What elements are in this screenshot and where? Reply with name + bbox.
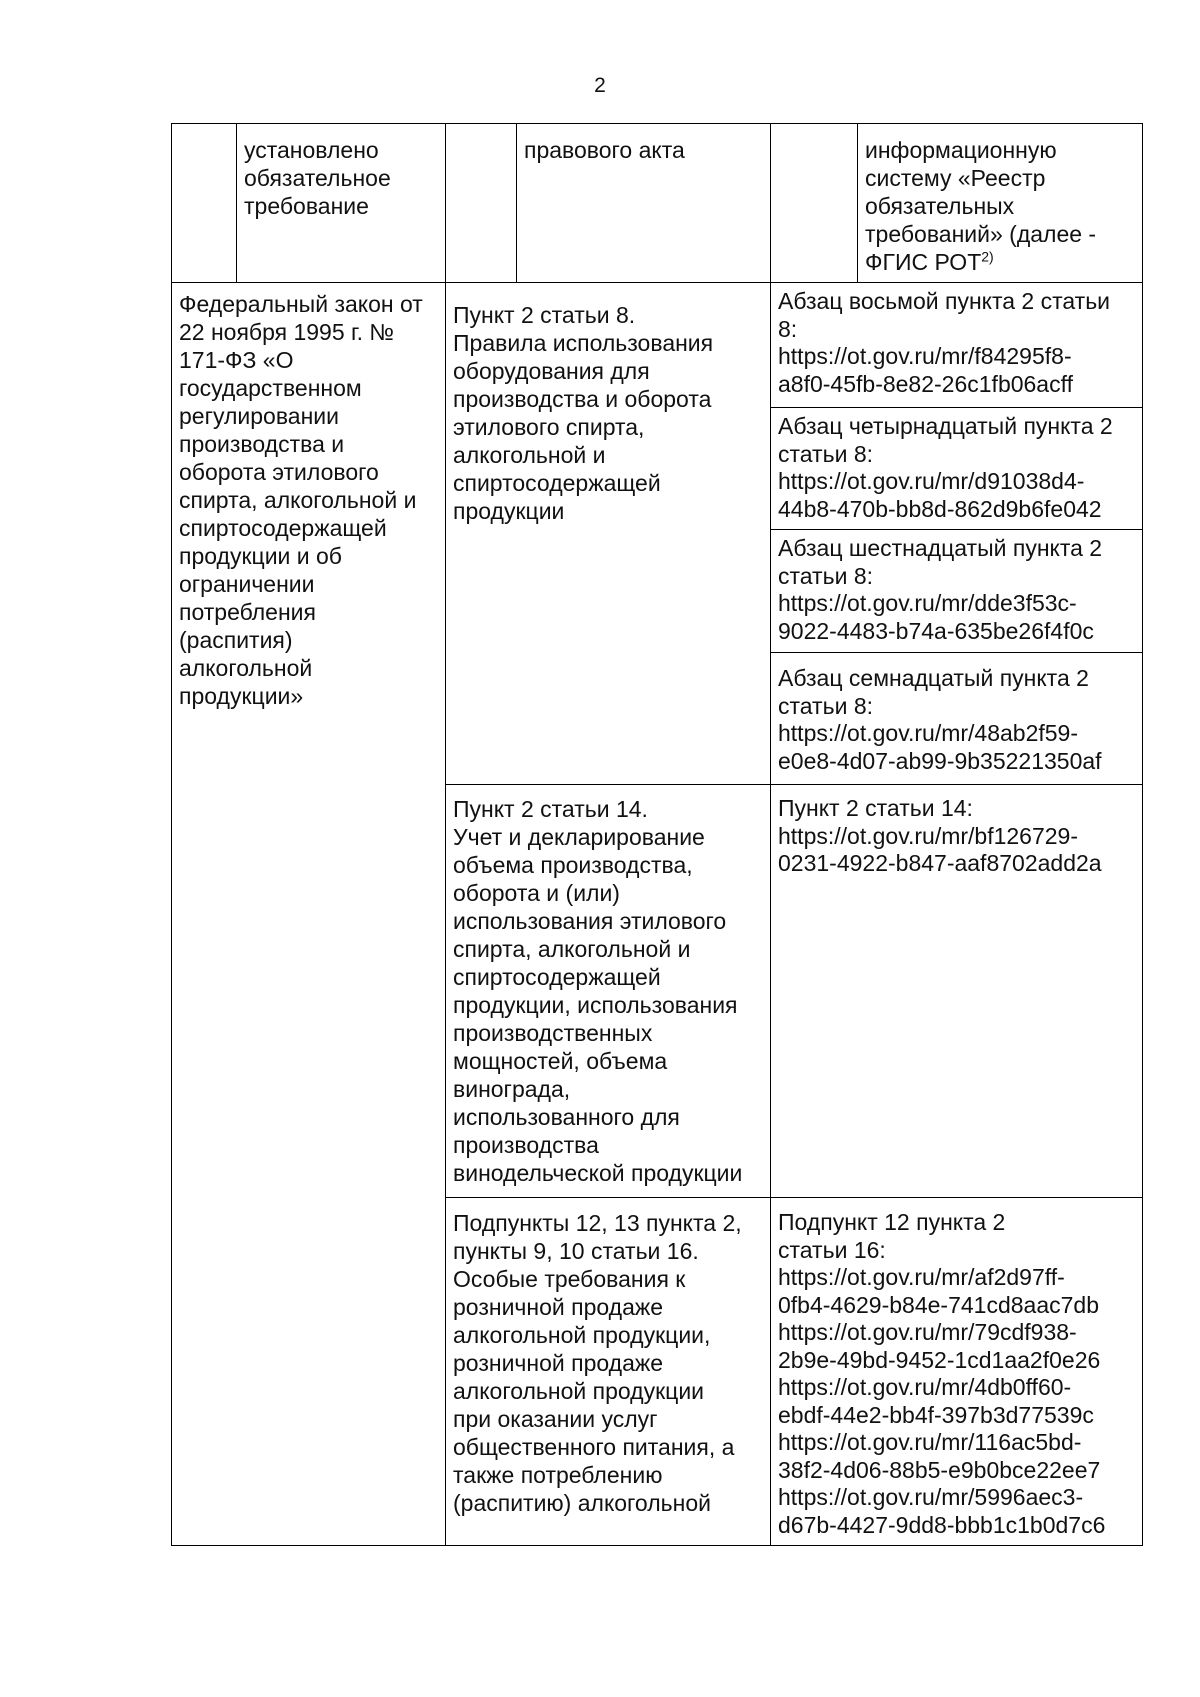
header-line: обязательное [244,165,391,191]
law-title-line: алкогольной [179,655,313,681]
law-title-line: Федеральный закон от [179,291,423,317]
registry-link-cell [771,530,1143,653]
provision-line: продукции [453,498,565,524]
registry-link-cell [771,653,1143,785]
registry-link[interactable]: https://ot.gov.ru/mr/5996aec3- [778,1484,1084,1510]
requirements-table [171,123,1143,1546]
registry-link[interactable]: 38f2-4d06-88b5-e9b0bce22ee7 [778,1456,1101,1483]
header-cell-registry [858,124,1143,283]
law-title-line: 22 ноября 1995 г. № [179,319,395,345]
provision-line: также потреблению [453,1462,663,1488]
registry-link-cell [771,1198,1143,1546]
provision-line: алкогольной продукции, [453,1322,711,1348]
provision-line: продукции, использования [453,992,738,1018]
link-line: Подпункт 12 пункта 2 [778,1209,1006,1235]
provision-cell [446,1198,771,1546]
link-line: Абзац шестнадцатый пункта 2 [778,535,1103,561]
provision-cell [446,785,771,1198]
provision-cell [446,283,771,785]
link-line: Абзац семнадцатый пункта 2 [778,665,1089,691]
law-title-line: ограничении [179,571,315,597]
header-cell-1a [172,124,237,283]
provision-line: общественного питания, а [453,1434,735,1460]
registry-link-cell [771,408,1143,530]
header-line: установлено [244,137,379,163]
law-title-line: регулировании [179,403,339,429]
provision-line: Учет и декларирование [453,824,705,850]
law-title-line: 171-ФЗ «О [179,347,294,373]
link-line: Абзац восьмой пункта 2 статьи [778,288,1111,314]
header-cell-requirement [237,124,446,283]
provision-line: Пункт 2 статьи 8. [453,302,636,328]
link-line: Абзац четырнадцатый пункта 2 [778,413,1113,439]
law-title-line: спирта, алкогольной и [179,487,417,513]
provision-line: использования этилового [453,908,727,934]
registry-link[interactable]: 0231-4922-b847-aaf8702add2a [778,850,1102,876]
provision-line: Правила использования [453,330,714,356]
header-line-fgis [865,248,1136,276]
provision-line: розничной продаже [453,1350,664,1376]
registry-link[interactable]: 9022-4483-b74a-635be26f4f0c [778,617,1094,644]
provision-line: производства и оборота [453,386,712,412]
header-cell-legal-act [517,124,771,283]
registry-link[interactable]: d67b-4427-9dd8-bbb1c1b0d7c6 [778,1511,1106,1538]
link-line: 8: [778,315,798,342]
registry-link-cell [771,283,1143,408]
provision-line: алкогольной продукции [453,1378,705,1404]
law-title-line: государственном [179,375,362,401]
fgis-label: ФГИС РОТ [865,249,982,275]
footnote-marker: 2) [981,248,994,265]
provision-line: объема производства, [453,852,693,878]
header-line: информационную [865,137,1057,163]
header-continuation-row [172,124,1143,283]
header-line: требований» (далее - [865,221,1097,247]
law-title-line: оборота этилового [179,459,379,485]
registry-link[interactable]: https://ot.gov.ru/mr/116ac5bd- [778,1429,1082,1455]
registry-link[interactable]: e0e8-4d07-ab99-9b35221350af [778,747,1102,774]
provision-line: пункты 9, 10 статьи 16. [453,1238,699,1264]
law-title-line: продукции и об [179,543,342,569]
registry-link[interactable]: 0fb4-4629-b84e-741cd8aac7db [778,1291,1099,1318]
header-cell-2a [446,124,517,283]
provision-line: этилового спирта, [453,414,645,440]
page-number: 2 [594,74,606,97]
provision-line: Подпункты 12, 13 пункта 2, [453,1210,742,1236]
provision-line: при оказании услуг [453,1406,658,1432]
registry-link[interactable]: https://ot.gov.ru/mr/bf126729- [778,822,1079,849]
registry-link[interactable]: https://ot.gov.ru/mr/d91038d4- [778,468,1085,494]
provision-line: (распитию) алкогольной [453,1490,711,1516]
registry-link[interactable]: https://ot.gov.ru/mr/79cdf938- [778,1319,1077,1345]
provision-line: винодельческой продукции [453,1160,743,1186]
header-cell-3a [771,124,858,283]
provision-line: использованного для [453,1104,680,1130]
registry-link[interactable]: 2b9e-49bd-9452-1cd1aa2f0e26 [778,1346,1101,1373]
provision-line: оборудования для [453,358,650,384]
registry-link[interactable]: 44b8-470b-bb8d-862d9b6fe042 [778,495,1102,522]
law-title-line: (распития) [179,627,293,653]
provision-line: спиртосодержащей [453,470,661,496]
provision-line: Пункт 2 статьи 14. [453,796,648,822]
provision-line: спирта, алкогольной и [453,936,691,962]
header-line: систему «Реестр [865,165,1046,191]
registry-link[interactable]: https://ot.gov.ru/mr/dde3f53c- [778,590,1077,616]
provision-line: спиртосодержащей [453,964,661,990]
law-title-line: продукции» [179,683,304,709]
link-line: статьи 8: [778,692,873,719]
link-line: статьи 8: [778,440,873,467]
link-line: Пункт 2 статьи 14: [778,795,973,821]
provision-line: розничной продаже [453,1294,664,1320]
provision-line: Особые требования к [453,1266,686,1292]
header-line: требование [244,193,369,219]
registry-link[interactable]: https://ot.gov.ru/mr/48ab2f59- [778,720,1079,746]
registry-link-cell [771,785,1143,1198]
provision-line: мощностей, объема [453,1048,668,1074]
provision-line: производства [453,1132,599,1158]
provision-line: винограда, [453,1076,571,1102]
law-title-line: производства и [179,431,345,457]
registry-link[interactable]: a8f0-45fb-8e82-26c1fb06acff [778,370,1073,397]
header-line: обязательных [865,193,1015,219]
law-title-cell [172,283,446,1546]
link-line: статьи 8: [778,562,873,589]
provision-line: производственных [453,1020,653,1046]
law-title-line: потребления [179,599,316,625]
header-line: правового акта [524,137,685,163]
provision-line: алкогольной и [453,442,606,468]
registry-link[interactable]: ebdf-44e2-bb4f-397b3d77539c [778,1401,1094,1428]
registry-link[interactable]: https://ot.gov.ru/mr/4db0ff60- [778,1374,1072,1400]
registry-link[interactable]: https://ot.gov.ru/mr/af2d97ff- [778,1264,1065,1290]
registry-link[interactable]: https://ot.gov.ru/mr/f84295f8- [778,343,1072,369]
law-title-line: спиртосодержащей [179,515,387,541]
link-line: статьи 16: [778,1236,886,1263]
provision-line: оборота и (или) [453,880,620,906]
section-row [172,283,1143,408]
